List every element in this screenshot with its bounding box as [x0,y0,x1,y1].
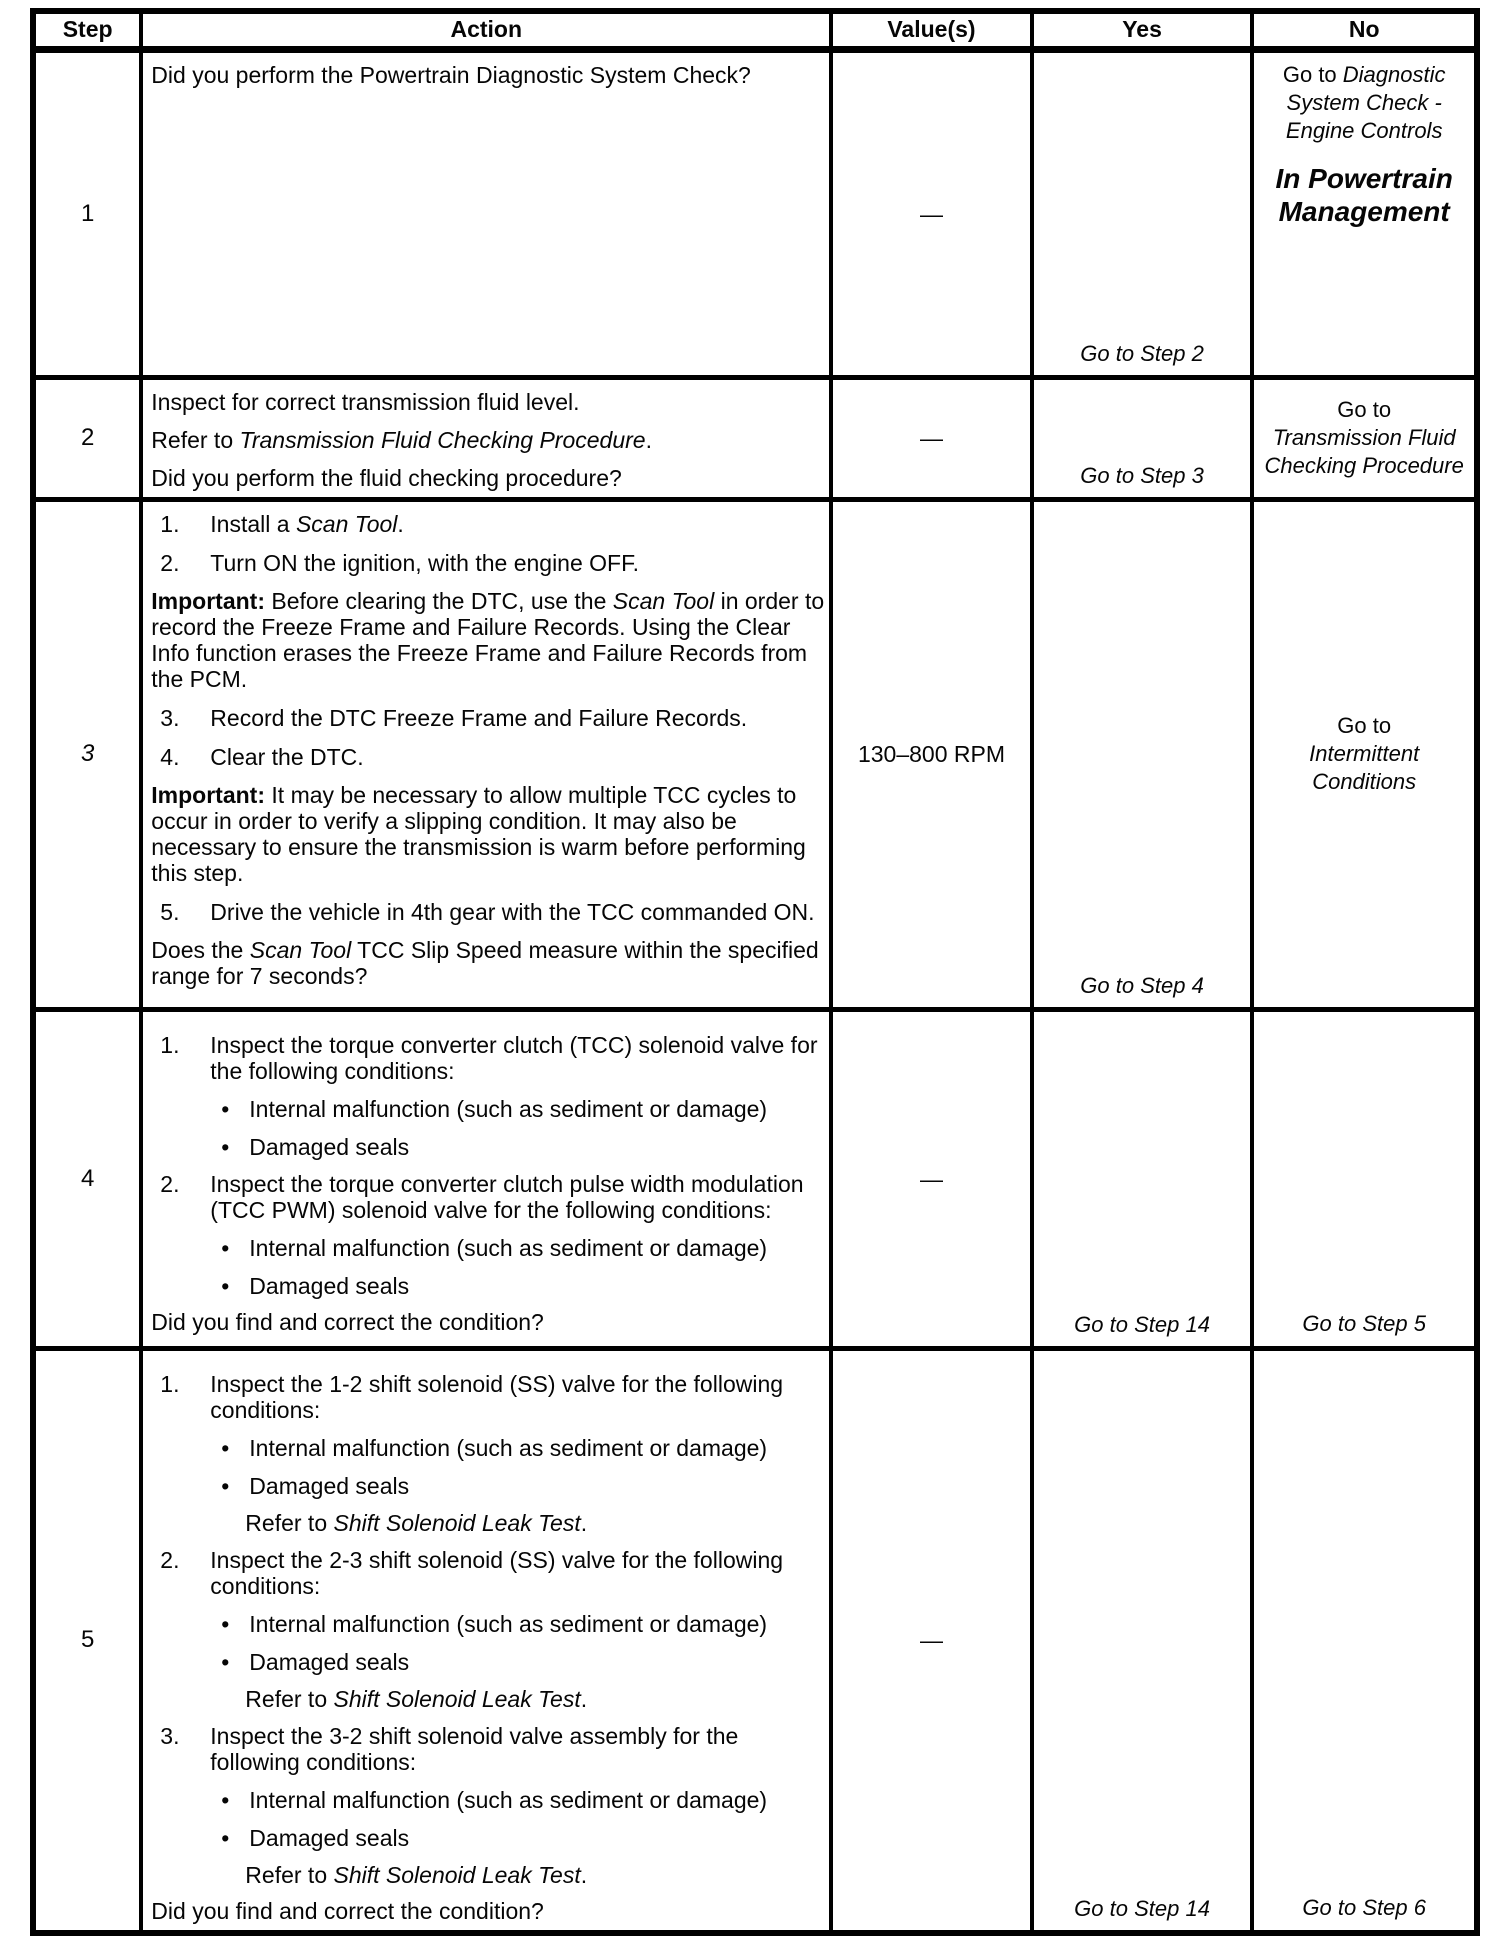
header-row [33,11,1477,49]
bullet-text: Damaged seals [249,1824,410,1851]
bullet-item [143,1134,825,1160]
scan-tool-link: Scan Tool [295,510,398,537]
text-segment: Refer to [245,1509,334,1536]
text-segment: It may be necessary to allow multiple TCC cycles to occur in order to verify a slipping condition. It may also be necessary to ensure the transmission is warm before performing this step. [151,781,806,886]
procedure-link: Shift Solenoid Leak Test [333,1685,581,1712]
bullet-icon: • [221,1234,230,1261]
bullet-icon: • [221,1133,230,1160]
important-note [151,782,825,886]
bullet-icon: • [221,1610,230,1637]
item-text: Inspect the torque converter clutch pulse width modulation (TCC PWM) solenoid valve for the following conditions: [210,1170,804,1223]
refer-note [245,1686,825,1712]
action-line: Inspect for correct transmission fluid level. [151,388,580,415]
numbered-item [143,1032,825,1084]
item-text: Turn ON the ignition, with the engine OFF. [210,549,639,576]
important-label: Important: [151,781,266,808]
step-number-2: 2 [33,377,141,499]
go-to-reference [1283,62,1446,143]
step-number-3: 3 [33,499,141,1009]
scan-tool-link: Scan Tool [612,587,715,614]
action-cell-5 [141,1348,831,1933]
bullet-icon: • [221,1824,230,1851]
refer-end: . [645,426,652,453]
value-cell-1: — [831,49,1032,377]
bullet-item [143,1611,825,1637]
item-text: Clear the DTC. [210,743,364,770]
go-to-text: Go to [1337,397,1392,422]
yes-cell-2: Go to Step 3 [1032,377,1253,499]
procedure-link: Shift Solenoid Leak Test [333,1509,581,1536]
no-cell-4: Go to Step 5 [1252,1009,1477,1348]
numbered-item [143,1371,825,1423]
action-cell-1 [141,49,831,377]
go-to-emphasis: In Powertrain Management [1275,162,1453,227]
refer-note [245,1862,825,1888]
table-row-step-5 [33,1348,1477,1933]
value-cell-5: — [831,1348,1032,1933]
numbered-item [143,899,825,925]
bullet-item [143,1649,825,1675]
item-text: Drive the vehicle in 4th gear with the TCC commanded ON. [210,898,815,925]
bullet-item [143,1273,825,1299]
col-header-action: Action [141,11,831,49]
item-number: 3. [160,1722,180,1749]
col-header-step: Step [33,11,141,49]
numbered-item [143,705,825,731]
bullet-icon: • [221,1095,230,1122]
text-segment: . [580,1861,588,1888]
value-cell-3: 130–800 RPM [831,499,1032,1009]
diagnostic-step-table [30,8,1480,1936]
text-segment: Refer to [245,1685,334,1712]
text-segment: Does the [151,936,250,963]
text-segment: . [397,510,404,537]
bullet-text: Internal malfunction (such as sediment or damage) [249,1434,768,1461]
action-cell-4 [141,1009,831,1348]
important-note [151,588,825,692]
bullet-text: Internal malfunction (such as sediment or damage) [249,1234,768,1261]
yes-cell-3: Go to Step 4 [1032,499,1253,1009]
col-header-values: Value(s) [831,11,1032,49]
text-segment: in order to record the Freeze Frame and Failure Records. Using the Clear Info function erases the Freeze Frame and Failure Records from the PCM. [151,587,825,692]
numbered-item [143,511,825,537]
col-header-yes: Yes [1032,11,1253,49]
bullet-item [143,1096,825,1122]
procedure-link: Diagnostic System Check - Engine Controls [1285,61,1446,143]
bullet-icon: • [221,1786,230,1813]
bullet-icon: • [221,1472,230,1499]
action-question [151,937,825,989]
item-text: Record the DTC Freeze Frame and Failure Records. [210,704,748,731]
step-number-1: 1 [33,49,141,377]
item-text: Inspect the 1-2 shift solenoid (SS) valve for the following conditions: [210,1370,784,1423]
refer-text: Refer to [151,426,240,453]
action-cell-3 [141,499,831,1009]
bullet-item [143,1473,825,1499]
yes-cell-1: Go to Step 2 [1032,49,1253,377]
yes-cell-4: Go to Step 14 [1032,1009,1253,1348]
table-row-step-1 [33,49,1477,377]
bullet-item [143,1435,825,1461]
item-number: 3. [160,704,180,731]
item-number: 4. [160,743,180,770]
procedure-link: Transmission Fluid Checking Procedure [239,426,646,453]
bullet-text: Damaged seals [249,1648,410,1675]
action-question: Did you find and correct the condition? [151,1897,544,1924]
numbered-item [143,1171,825,1223]
item-text [210,511,404,537]
item-number: 2. [160,1546,180,1573]
bullet-icon: • [221,1648,230,1675]
bullet-text: Internal malfunction (such as sediment or damage) [249,1610,768,1637]
text-segment: Install a [210,510,296,537]
bullet-text: Internal malfunction (such as sediment or damage) [249,1786,768,1813]
action-question: Did you perform the fluid checking procedure? [151,464,622,491]
text-segment: Refer to [245,1861,334,1888]
refer-note [245,1510,825,1536]
bullet-item [143,1825,825,1851]
bullet-text: Damaged seals [249,1472,410,1499]
col-header-no: No [1252,11,1477,49]
item-text: Inspect the torque converter clutch (TCC) solenoid valve for the following conditions: [210,1031,818,1084]
numbered-item [143,744,825,770]
go-to-text: Go to [1282,61,1343,87]
yes-cell-5: Go to Step 14 [1032,1348,1253,1933]
item-number: 5. [160,898,180,925]
item-number: 2. [160,1170,180,1197]
procedure-link: Transmission Fluid Checking Procedure [1264,425,1464,478]
item-number: 1. [160,1031,180,1058]
bullet-icon: • [221,1272,230,1299]
action-question: Did you perform the Powertrain Diagnostic System Check? [151,61,751,88]
value-cell-4: — [831,1009,1032,1348]
item-number: 1. [160,1370,180,1397]
text-segment: Before clearing the DTC, use the [265,587,613,614]
text-segment: . [580,1685,588,1712]
text-segment: TCC Slip Speed measure within the specified range for 7 seconds? [151,936,819,989]
numbered-item [143,1723,825,1775]
numbered-item [143,1547,825,1599]
step-number-4: 4 [33,1009,141,1348]
action-cell-2 [141,377,831,499]
procedure-link: Intermittent Conditions [1309,741,1420,794]
bullet-text: Internal malfunction (such as sediment or damage) [249,1095,768,1122]
no-cell-1 [1252,49,1477,377]
bullet-text: Damaged seals [249,1272,410,1299]
action-question: Did you find and correct the condition? [151,1308,544,1335]
item-number: 2. [160,549,180,576]
table-row-step-3 [33,499,1477,1009]
bullet-item [143,1787,825,1813]
bullet-icon: • [221,1434,230,1461]
item-text: Inspect the 2-3 shift solenoid (SS) valve for the following conditions: [210,1546,784,1599]
bullet-text: Damaged seals [249,1133,410,1160]
important-label: Important: [151,587,266,614]
step-number-5: 5 [33,1348,141,1933]
item-text: Inspect the 3-2 shift solenoid valve assembly for the following conditions: [210,1722,739,1775]
scan-tool-link: Scan Tool [249,936,352,963]
go-to-text: Go to [1337,713,1392,738]
table-row-step-2 [33,377,1477,499]
item-number: 1. [160,510,180,537]
no-cell-3 [1252,499,1477,1009]
no-cell-5: Go to Step 6 [1252,1348,1477,1933]
bullet-item [143,1235,825,1261]
value-cell-2: — [831,377,1032,499]
numbered-item [143,550,825,576]
refer-note [151,427,825,453]
text-segment: . [580,1509,588,1536]
table-row-step-4 [33,1009,1477,1348]
no-cell-2 [1252,377,1477,499]
procedure-link: Shift Solenoid Leak Test [333,1861,581,1888]
